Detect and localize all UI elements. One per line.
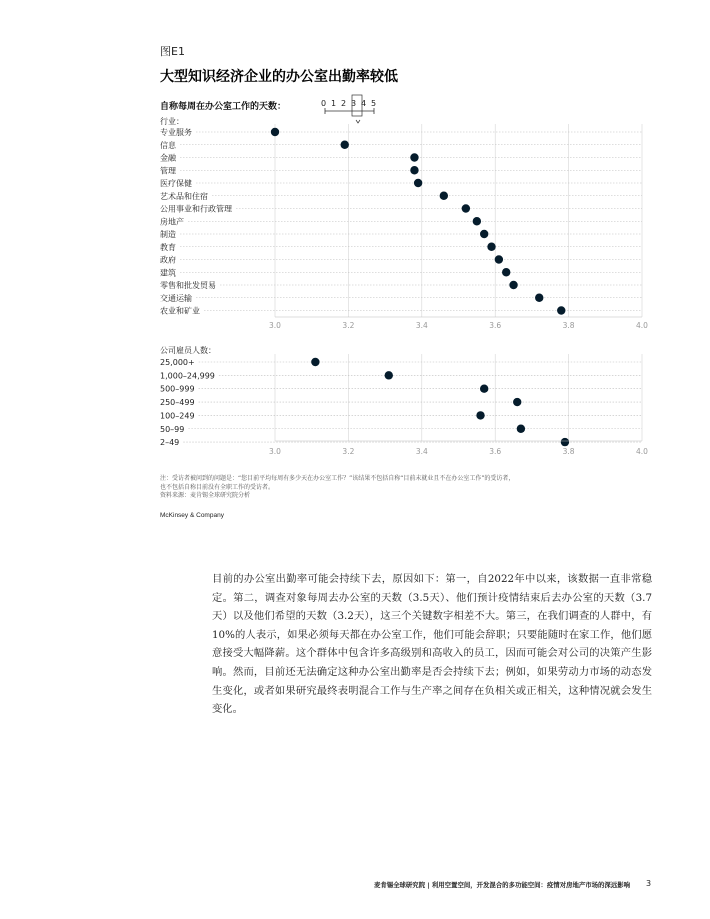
category-label: 1,000–24,999	[160, 371, 215, 381]
x-tick-label: 3.0	[269, 321, 281, 330]
data-point	[557, 306, 565, 314]
x-tick-label: 3.4	[415, 321, 428, 330]
x-tick-label: 3.8	[562, 447, 575, 456]
category-label: 艺术品和住宿	[160, 191, 208, 201]
data-point	[271, 128, 279, 136]
data-point	[462, 204, 470, 212]
data-point	[535, 294, 543, 302]
category-label: 2–49	[160, 438, 180, 448]
x-tick-label: 4.0	[636, 321, 648, 330]
source-line: 资料来源：麦肯锡全球研究院分析	[160, 492, 251, 500]
page-number: 3	[646, 879, 652, 888]
section-label: 行业：	[160, 117, 184, 126]
category-label: 制造	[160, 230, 176, 239]
x-tick-label: 3.2	[342, 447, 355, 456]
category-label: 教育	[160, 242, 176, 252]
data-point	[440, 192, 448, 200]
category-label: 公用事业和行政管理	[160, 204, 232, 214]
figure-title: 大型知识经济企业的办公室出勤率较低	[160, 69, 398, 85]
category-label: 金融	[160, 153, 176, 163]
category-label: 农业和矿业	[160, 306, 200, 316]
data-point	[517, 425, 525, 433]
category-label: 100–249	[160, 411, 195, 421]
category-label: 零售和批发贸易	[160, 281, 216, 290]
legend-scale-number: 2	[341, 99, 347, 108]
days-label: 自称每周在办公室工作的天数：	[160, 102, 287, 112]
data-point	[487, 243, 495, 251]
data-point	[410, 153, 418, 161]
data-point	[473, 217, 481, 225]
data-point	[410, 166, 418, 174]
category-label: 250–499	[160, 398, 195, 408]
legend-scale-number: 3	[351, 99, 357, 108]
category-label: 医疗保健	[160, 179, 192, 188]
legend-scale-number: 4	[361, 99, 367, 108]
category-label: 政府	[160, 255, 176, 265]
x-tick-label: 3.6	[489, 447, 502, 456]
brand-label: McKinsey & Company	[160, 512, 224, 519]
x-tick-label: 3.8	[562, 321, 575, 330]
x-tick-label: 3.0	[269, 447, 281, 456]
x-tick-label: 3.4	[415, 447, 428, 456]
company-size-chart	[160, 345, 648, 456]
industry-chart	[160, 116, 648, 330]
x-tick-label: 4.0	[636, 447, 648, 456]
category-label: 专业服务	[160, 128, 192, 137]
note-line-2: 也不包括自称目前没有全职工作的受访者。	[160, 483, 275, 491]
data-point	[561, 438, 569, 446]
data-point	[341, 141, 349, 149]
data-point	[509, 281, 517, 289]
data-point	[513, 398, 521, 406]
note-line-1: 注：受访者被问到的问题是：“您目前平均每周有多少天在办公室工作？”该结果不包括自称“目前未就业且不在办公室工作”的受访者，	[160, 475, 515, 482]
data-point	[502, 268, 510, 276]
footer-text: 麦肯锡全球研究院 | 利用空置空间，开发混合的多功能空间：疫情对房地产市场的深远影响	[373, 881, 630, 889]
x-tick-label: 3.2	[342, 321, 355, 330]
data-point	[414, 179, 422, 187]
category-label: 50–99	[160, 424, 185, 434]
category-label: 建筑	[160, 268, 176, 278]
section-label: 公司雇员人数：	[160, 346, 216, 355]
notes	[160, 475, 620, 501]
data-point	[480, 230, 488, 238]
legend-scale-number: 5	[371, 99, 377, 108]
category-label: 交通运输	[160, 293, 192, 303]
x-tick-label: 3.6	[489, 321, 502, 330]
figure-label: 图E1	[160, 45, 185, 58]
data-point	[385, 371, 393, 379]
category-label: 25,000+	[160, 358, 195, 367]
legend-scale-number: 0	[321, 99, 327, 108]
body-paragraph: 目前的办公室出勤率可能会持续下去，原因如下：第一，自2022年中以来，该数据一直非常稳定。第二，调查对象每周去办公室的天数（3.5天）、他们预计疫情结束后去办公室的天数（3.7天）以及他们希望的天数（3.2天），这三个关键数字相差不大。第三，在我们调查的人群中，有10%的人表示，如果必须每天都在办公室工作，他们可能会辞职；只要能随时在家工作，他们愿意接受大幅降薪。这个群体中包含许多高级别和高收入的员工，因而可能会对公司的决策产生影响。然而，目前还无法确定这种办公室出勤率是否会持续下去；例如，如果劳动力市场的动态发生变化，或者如果研究最终表明混合工作与生产率之间存在负相关或正相关，这种情况就会发生变化。	[212, 573, 652, 716]
category-label: 信息	[160, 140, 176, 150]
category-label: 房地产	[160, 217, 184, 227]
data-point	[480, 385, 488, 393]
data-point	[476, 411, 484, 419]
legend-scale-number: 1	[331, 99, 337, 108]
data-point	[495, 255, 503, 263]
data-point	[311, 358, 319, 366]
category-label: 管理	[160, 166, 176, 176]
category-label: 500–999	[160, 384, 195, 394]
